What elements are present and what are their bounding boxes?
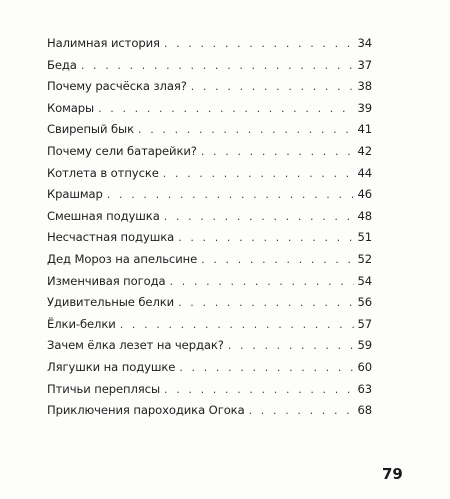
toc-entry-title: Несчастная подушка: [47, 230, 175, 245]
toc-dot-leader: [201, 145, 355, 158]
toc-entry-title: Свирепый бык: [47, 122, 135, 137]
toc-dot-leader: [170, 275, 355, 288]
toc-dot-leader: [81, 59, 355, 72]
toc-entry: [47, 403, 372, 425]
toc-entry: [47, 252, 372, 274]
toc-dot-leader: [164, 210, 355, 223]
toc-entry-title: Дед Мороз на апельсине: [47, 251, 198, 266]
toc-entry-page: 60: [357, 359, 372, 374]
toc-entry-title: Налимная история: [47, 36, 160, 50]
toc-entry-page: 39: [357, 100, 372, 115]
toc-entry-page: 63: [357, 381, 372, 396]
toc-entry-title: Котлета в отпуске: [47, 165, 159, 180]
toc-entry-title: Изменчивая погода: [47, 273, 166, 288]
toc-entry: [47, 295, 372, 317]
toc-entry-title: Зачем ёлка лезет на чердак?: [47, 338, 224, 353]
toc-entry: [47, 144, 372, 166]
toc-entry: [47, 338, 372, 360]
toc-entry-title: Приключения пароходика Огока: [47, 403, 245, 418]
toc-entry: [47, 122, 372, 144]
toc-entry: [47, 317, 372, 339]
toc-dot-leader: [178, 231, 354, 244]
toc-dot-leader: [98, 102, 354, 115]
toc-entry: [47, 166, 372, 188]
toc-entry-page: 57: [357, 316, 372, 331]
toc-entry-page: 59: [357, 338, 372, 353]
toc-entry-title: Почему расчёска злая?: [47, 79, 187, 94]
toc-entry-page: 48: [357, 208, 372, 223]
toc-entry-page: 41: [357, 122, 372, 137]
toc-dot-leader: [179, 361, 354, 374]
toc-entry: [47, 360, 372, 382]
toc-dot-leader: [164, 383, 354, 396]
toc-entry-title: Крашмар: [47, 187, 103, 202]
toc-dot-leader: [120, 318, 355, 331]
table-of-contents: [47, 36, 372, 425]
toc-entry-page: 42: [357, 143, 372, 158]
toc-entry-page: 38: [357, 79, 372, 94]
toc-entry: [47, 58, 372, 80]
toc-dot-leader: [249, 404, 355, 417]
toc-entry-title: Удивительные белки: [47, 295, 175, 310]
toc-dot-leader: [201, 253, 354, 266]
toc-entry: [47, 36, 372, 58]
toc-dot-leader: [138, 123, 354, 136]
toc-dot-leader: [163, 167, 355, 180]
toc-entry-title: Беда: [47, 57, 77, 72]
toc-dot-leader: [107, 188, 355, 201]
toc-entry: [47, 101, 372, 123]
toc-entry-title: Смешная подушка: [47, 208, 160, 223]
toc-dot-leader: [191, 80, 355, 93]
toc-dot-leader: [164, 37, 355, 50]
toc-entry-title: Ёлки-белки: [47, 316, 116, 331]
toc-entry-page: 56: [357, 295, 372, 310]
toc-entry-title: Комары: [47, 100, 95, 115]
toc-entry-title: Лягушки на подушке: [47, 359, 176, 374]
toc-entry-page: 52: [357, 251, 372, 266]
page-number: 79: [382, 465, 403, 483]
toc-entry-page: 54: [357, 273, 372, 288]
toc-entry: [47, 79, 372, 101]
toc-entry-title: Почему сели батарейки?: [47, 143, 197, 158]
toc-entry: [47, 274, 372, 296]
toc-entry: [47, 230, 372, 252]
toc-entry-page: 51: [357, 230, 372, 245]
toc-entry-page: 44: [357, 165, 372, 180]
toc-entry-page: 37: [357, 57, 372, 72]
toc-dot-leader: [228, 339, 355, 352]
toc-entry: [47, 187, 372, 209]
toc-dot-leader: [178, 296, 354, 309]
toc-entry: [47, 382, 372, 404]
toc-entry-page: 68: [357, 403, 372, 418]
toc-entry: [47, 209, 372, 231]
toc-entry-title: Птичьи переплясы: [47, 381, 161, 396]
toc-entry-page: 34: [357, 36, 372, 50]
toc-entry-page: 46: [357, 187, 372, 202]
